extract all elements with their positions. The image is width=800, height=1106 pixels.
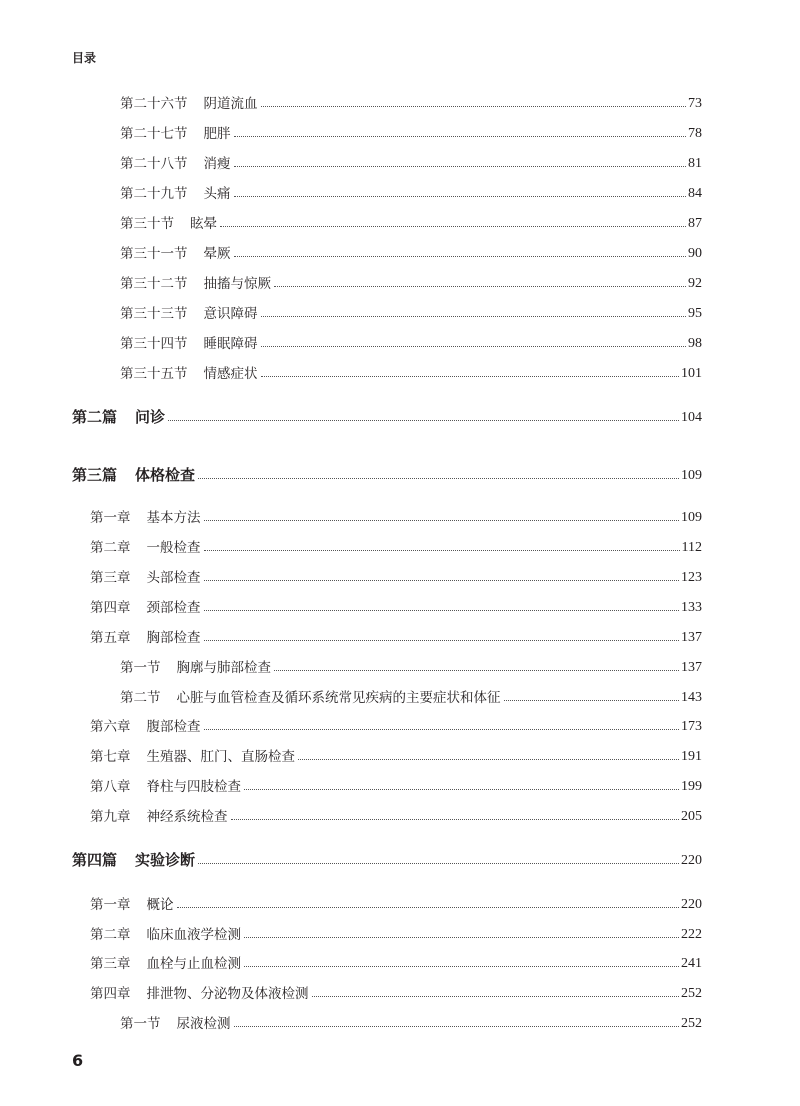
toc-entry-page: 109 [681, 468, 702, 483]
toc-entry-page: 104 [681, 410, 702, 425]
toc-entry-chapter[interactable] [90, 810, 702, 824]
toc-entry-title: 问诊 [135, 408, 166, 426]
toc-entry-page: 95 [688, 306, 702, 321]
toc-entry-number: 第二篇 [72, 408, 118, 426]
dot-leader [231, 819, 680, 820]
toc-entry-title: 实验诊断 [135, 851, 196, 869]
toc-entry-number: 第九章 [90, 808, 131, 825]
toc-entry-number: 第一节 [120, 1015, 161, 1032]
toc-entry-chapter[interactable] [90, 750, 702, 764]
toc-entry-section[interactable] [120, 1017, 702, 1031]
toc-entry-title: 尿液检测 [176, 1015, 231, 1032]
toc-entry-page: 101 [681, 366, 702, 381]
dot-leader [504, 700, 680, 701]
toc-entry-title: 心脏与血管检查及循环系统常见疾病的主要症状和体征 [176, 689, 501, 706]
toc-entry-chapter[interactable] [90, 601, 702, 615]
toc-entry-chapter[interactable] [90, 511, 702, 525]
dot-leader [274, 286, 686, 287]
toc-entry-title: 肥胖 [203, 125, 231, 142]
toc-entry-number: 第三十一节 [120, 245, 188, 262]
dot-leader [168, 420, 679, 421]
dot-leader [204, 729, 680, 730]
toc-entry-page: 133 [681, 600, 702, 615]
toc-entry-number: 第二节 [120, 689, 161, 706]
toc-entry-section[interactable] [120, 661, 702, 675]
toc-entry-number: 第一章 [90, 896, 131, 913]
toc-entry-page: 220 [681, 897, 702, 912]
toc-entry-page: 78 [688, 126, 702, 141]
toc-entry-title: 晕厥 [203, 245, 231, 262]
toc-entry-section[interactable] [120, 277, 702, 291]
dot-leader [244, 937, 679, 938]
toc-entry-section[interactable] [120, 367, 702, 381]
toc-entry-title: 胸廓与肺部检查 [176, 659, 271, 676]
toc-entry-number: 第八章 [90, 778, 131, 795]
toc-entry-number: 第一章 [90, 509, 131, 526]
toc-entry-number: 第一节 [120, 659, 161, 676]
toc-entry-number: 第三十四节 [120, 335, 188, 352]
toc-entry-number: 第三十三节 [120, 305, 188, 322]
dot-leader [234, 256, 687, 257]
toc-entry-number: 第三章 [90, 569, 131, 586]
toc-entry-number: 第三篇 [72, 466, 118, 484]
toc-entry-title: 头痛 [203, 185, 231, 202]
toc-entry-page: 222 [681, 927, 702, 942]
dot-leader [204, 640, 680, 641]
toc-entry-page: 87 [688, 216, 702, 231]
toc-entry-title: 头部检查 [146, 569, 201, 586]
toc-entry-title: 神经系统检查 [146, 808, 228, 825]
toc-entry-page: 137 [681, 660, 702, 675]
toc-entry-page: 90 [688, 246, 702, 261]
toc-entry-section[interactable] [120, 691, 702, 705]
toc-entry-title: 腹部检查 [146, 718, 201, 735]
dot-leader [274, 670, 679, 671]
toc-entry-number: 第七章 [90, 748, 131, 765]
toc-entry-number: 第三十五节 [120, 365, 188, 382]
dot-leader [204, 550, 680, 551]
toc-entry-title: 脊柱与四肢检查 [146, 778, 241, 795]
toc-entry-title: 抽搐与惊厥 [203, 275, 271, 292]
dot-leader [177, 907, 680, 908]
dot-leader [234, 136, 687, 137]
toc-entry-title: 体格检查 [135, 466, 196, 484]
toc-entry-chapter[interactable] [90, 571, 702, 585]
toc-entry-page: 112 [681, 540, 702, 555]
toc-entry-title: 基本方法 [146, 509, 201, 526]
toc-entry-section[interactable] [120, 127, 702, 141]
toc-entry-section[interactable] [120, 97, 702, 111]
toc-entry-page: 173 [681, 719, 702, 734]
toc-entry-section[interactable] [120, 157, 702, 171]
toc-entry-chapter[interactable] [90, 987, 702, 1001]
toc-entry-title: 生殖器、肛门、直肠检查 [146, 748, 295, 765]
toc-entry-number: 第三十二节 [120, 275, 188, 292]
toc-entry-title: 意识障碍 [203, 305, 258, 322]
toc-entry-title: 消瘦 [203, 155, 231, 172]
dot-leader [261, 346, 687, 347]
dot-leader [204, 610, 680, 611]
toc-entry-number: 第二十七节 [120, 125, 188, 142]
dot-leader [261, 316, 687, 317]
toc-entry-section[interactable] [120, 307, 702, 321]
toc-entry-page: 123 [681, 570, 702, 585]
dot-leader [198, 478, 679, 479]
toc-entry-number: 第四章 [90, 599, 131, 616]
toc-entry-number: 第二十八节 [120, 155, 188, 172]
dot-leader [220, 226, 686, 227]
toc-entry-page: 143 [681, 690, 702, 705]
dot-leader [234, 166, 687, 167]
toc-entry-page: 252 [681, 1016, 702, 1031]
dot-leader [234, 196, 687, 197]
toc-entry-number: 第六章 [90, 718, 131, 735]
dot-leader [261, 106, 687, 107]
toc-entry-chapter[interactable] [90, 780, 702, 794]
dot-leader [312, 996, 680, 997]
toc-entry-section[interactable] [120, 187, 702, 201]
toc-entry-chapter[interactable] [90, 957, 702, 971]
toc-entry-number: 第五章 [90, 629, 131, 646]
toc-entry-section[interactable] [120, 217, 702, 231]
toc-entry-page: 84 [688, 186, 702, 201]
toc-entry-page: 109 [681, 510, 702, 525]
toc-entry-number: 第二十六节 [120, 95, 188, 112]
toc-entry-title: 排泄物、分泌物及体液检测 [146, 985, 309, 1002]
toc-entry-number: 第三十节 [120, 215, 174, 232]
toc-entry-section[interactable] [120, 337, 702, 351]
toc-entry-part[interactable] [72, 410, 702, 425]
dot-leader [244, 966, 679, 967]
toc-entry-title: 眩晕 [190, 215, 217, 232]
toc-entry-page: 98 [688, 336, 702, 351]
toc-entry-part[interactable] [72, 468, 702, 483]
toc-entry-chapter[interactable] [90, 720, 702, 734]
dot-leader [261, 376, 680, 377]
toc-entry-number: 第三章 [90, 955, 131, 972]
toc-entry-page: 191 [681, 749, 702, 764]
toc-entry-title: 血栓与止血检测 [146, 955, 241, 972]
dot-leader [204, 580, 680, 581]
toc-entry-chapter[interactable] [90, 541, 702, 555]
toc-entry-number: 第二十九节 [120, 185, 188, 202]
running-header: 目录 [72, 51, 97, 65]
dot-leader [244, 789, 679, 790]
toc-entry-page: 92 [688, 276, 702, 291]
toc-entry-title: 胸部检查 [146, 629, 201, 646]
toc-entry-title: 临床血液学检测 [146, 926, 241, 943]
toc-entry-page: 199 [681, 779, 702, 794]
toc-entry-part[interactable] [72, 853, 702, 868]
toc-entry-page: 241 [681, 956, 702, 971]
toc-entry-title: 概论 [146, 896, 174, 913]
toc-entry-number: 第二章 [90, 539, 131, 556]
toc-entry-number: 第四篇 [72, 851, 118, 869]
toc-entry-title: 颈部检查 [146, 599, 201, 616]
toc-entry-chapter[interactable] [90, 631, 702, 645]
toc-entry-title: 阴道流血 [203, 95, 258, 112]
toc-entry-chapter[interactable] [90, 928, 702, 942]
toc-entry-page: 73 [688, 96, 702, 111]
toc-entry-page: 220 [681, 853, 702, 868]
toc-entry-title: 一般检查 [146, 539, 201, 556]
toc-entry-title: 睡眠障碍 [203, 335, 258, 352]
toc-entry-section[interactable] [120, 247, 702, 261]
toc-entry-number: 第二章 [90, 926, 131, 943]
toc-entry-chapter[interactable] [90, 898, 702, 912]
toc-entry-title: 情感症状 [203, 365, 258, 382]
toc-entry-page: 137 [681, 630, 702, 645]
toc-entry-page: 81 [688, 156, 702, 171]
dot-leader [298, 759, 679, 760]
dot-leader [198, 863, 679, 864]
toc-entry-page: 252 [681, 986, 702, 1001]
dot-leader [234, 1026, 680, 1027]
toc-entry-page: 205 [681, 809, 702, 824]
toc-entry-number: 第四章 [90, 985, 131, 1002]
page-number: 6 [72, 1051, 84, 1070]
dot-leader [204, 520, 680, 521]
